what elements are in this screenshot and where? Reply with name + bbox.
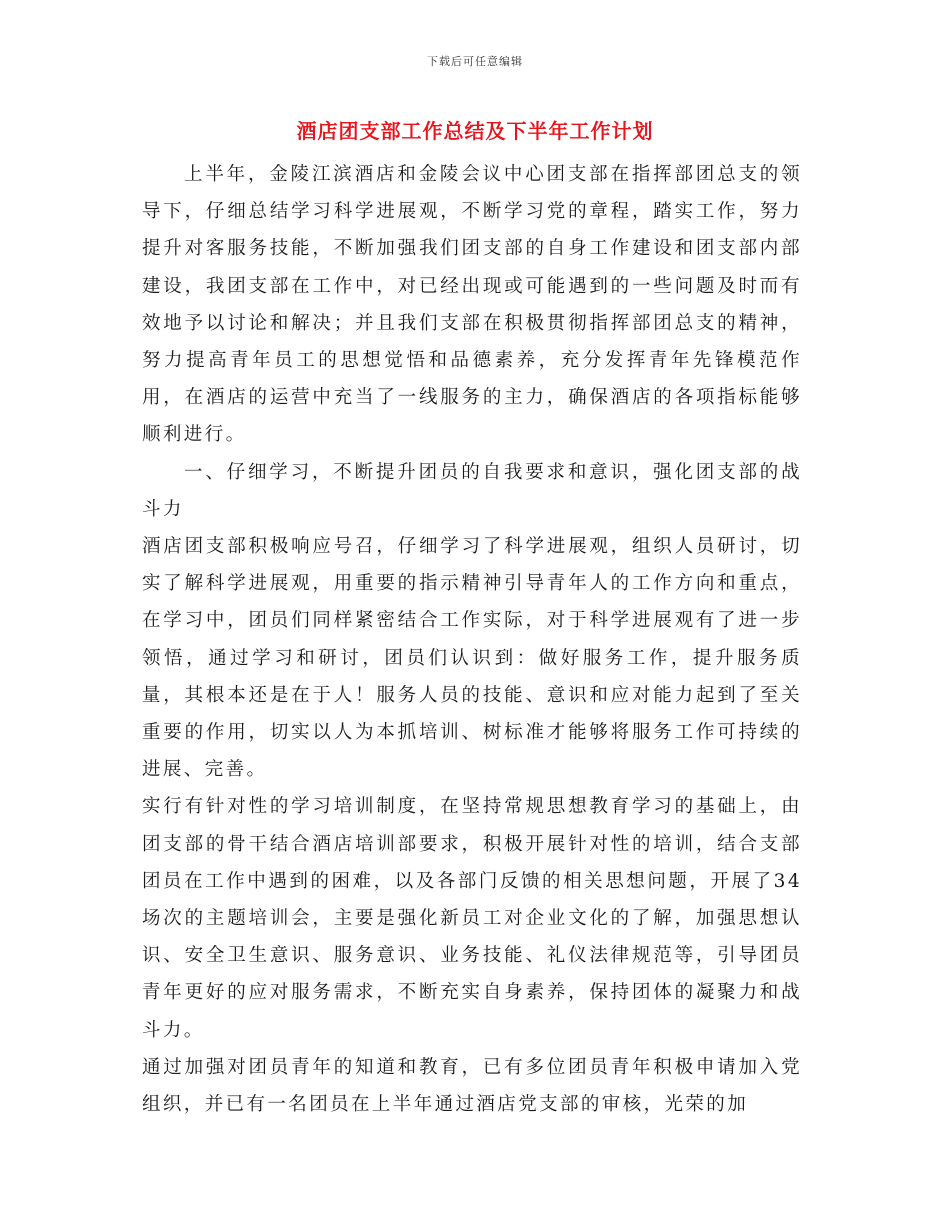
header-note: 下载后可任意编辑	[427, 55, 523, 68]
paragraph-intro: 上半年，金陵江滨酒店和金陵会议中心团支部在指挥部团总支的领导下，仔细总结学习科学进展观，不断学习党的章程，踏实工作，努力提升对客服务技能，不断加强我们团支部的自身工作建设和团支部内部建设，我团支部在工作中，对已经出现或可能遇到的一些问题及时而有效地予以讨论和解决；并且我们支部在积极贯彻指挥部团总支的精神，努力提高青年员工的思想觉悟和品德素养，充分发挥青年先锋模范作用，在酒店的运营中充当了一线服务的主力，确保酒店的各项指标能够顺利进行。	[142, 164, 802, 446]
paragraph-training: 实行有针对性的学习培训制度，在坚持常规思想教育学习的基础上，由团支部的骨干结合酒店培训部要求，积极开展针对性的培训，结合支部团员在工作中遇到的困难，以及各部门反馈的相关思想问题，开展了34场次的主题培训会，主要是强化新员工对企业文化的了解，加强思想认识、安全卫生意识、服务意识、业务技能、礼仪法律规范等，引导团员青年更好的应对服务需求，不断充实自身素养，保持团体的凝聚力和战斗力。	[142, 796, 802, 1041]
document-body	[142, 156, 802, 1123]
paragraph-party: 通过加强对团员青年的知道和教育，已有多位团员青年积极申请加入党组织，并已有一名团员在上半年通过酒店党支部的审核，光荣的加	[142, 1056, 802, 1116]
document-title: 酒店团支部工作总结及下半年工作计划	[296, 119, 654, 143]
section-heading-1: 一、仔细学习，不断提升团员的自我要求和意识，强化团支部的战斗力	[142, 461, 802, 520]
paragraph-study: 酒店团支部积极响应号召，仔细学习了科学进展观，组织人员研讨，切实了解科学进展观，用重要的指示精神引导青年人的工作方向和重点，在学习中，团员们同样紧密结合工作实际，对于科学进展观有了进一步领悟，通过学习和研讨，团员们认识到：做好服务工作，提升服务质量，其根本还是在于人！服务人员的技能、意识和应对能力起到了至关重要的作用，切实以人为本抓培训、树标准才能够将服务工作可持续的进展、完善。	[142, 536, 802, 781]
